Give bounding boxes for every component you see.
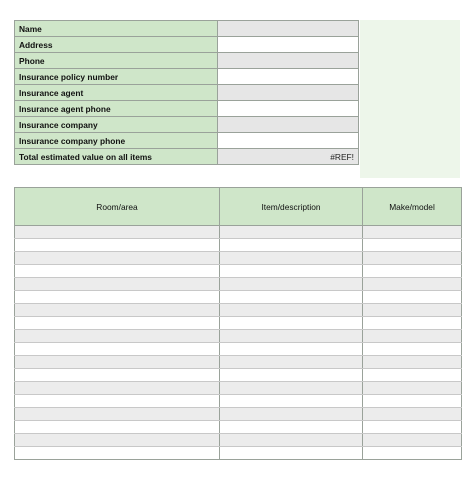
inventory-header-row [15,188,462,226]
info-value-cell[interactable] [218,21,359,37]
make-model-cell[interactable] [363,434,462,447]
room-cell[interactable] [15,239,220,252]
info-row-policy-number [15,69,359,85]
room-cell[interactable] [15,343,220,356]
info-row-phone [15,53,359,69]
table-row [15,343,462,356]
make-model-cell[interactable] [363,330,462,343]
info-row-agent [15,85,359,101]
info-label: Insurance policy number [15,69,218,85]
item-cell[interactable] [220,395,363,408]
room-cell[interactable] [15,408,220,421]
room-cell[interactable] [15,265,220,278]
item-cell[interactable] [220,317,363,330]
info-label: Insurance company [15,117,218,133]
item-cell[interactable] [220,369,363,382]
info-value-cell[interactable] [218,133,359,149]
item-cell[interactable] [220,304,363,317]
item-cell[interactable] [220,291,363,304]
room-cell[interactable] [15,434,220,447]
side-panel [360,20,460,178]
table-row [15,304,462,317]
info-label: Address [15,37,218,53]
item-cell[interactable] [220,343,363,356]
item-cell[interactable] [220,447,363,460]
info-value-cell[interactable] [218,101,359,117]
table-row [15,265,462,278]
info-row-total-value [15,149,359,165]
column-header-item[interactable]: Item/description [220,188,363,226]
table-row [15,356,462,369]
room-cell[interactable] [15,317,220,330]
table-row [15,317,462,330]
item-cell[interactable] [220,330,363,343]
item-cell[interactable] [220,356,363,369]
info-value-cell[interactable] [218,37,359,53]
make-model-cell[interactable] [363,265,462,278]
make-model-cell[interactable] [363,252,462,265]
info-label: Insurance company phone [15,133,218,149]
make-model-cell[interactable] [363,343,462,356]
info-value-cell[interactable] [218,85,359,101]
table-row [15,330,462,343]
info-row-company [15,117,359,133]
make-model-cell[interactable] [363,291,462,304]
table-row [15,226,462,239]
table-row [15,434,462,447]
room-cell[interactable] [15,226,220,239]
make-model-cell[interactable] [363,356,462,369]
column-header-room[interactable]: Room/area [15,188,220,226]
make-model-cell[interactable] [363,421,462,434]
table-row [15,408,462,421]
info-label: Total estimated value on all items [15,149,218,165]
item-cell[interactable] [220,434,363,447]
info-row-agent-phone [15,101,359,117]
total-value-cell[interactable]: #REF! [218,149,359,165]
make-model-cell[interactable] [363,382,462,395]
item-cell[interactable] [220,382,363,395]
table-row [15,252,462,265]
make-model-cell[interactable] [363,408,462,421]
owner-info-table [14,20,359,165]
make-model-cell[interactable] [363,317,462,330]
make-model-cell[interactable] [363,447,462,460]
item-cell[interactable] [220,239,363,252]
room-cell[interactable] [15,330,220,343]
make-model-cell[interactable] [363,369,462,382]
column-header-make-model[interactable]: Make/model [363,188,462,226]
info-value-cell[interactable] [218,117,359,133]
make-model-cell[interactable] [363,239,462,252]
room-cell[interactable] [15,421,220,434]
room-cell[interactable] [15,369,220,382]
room-cell[interactable] [15,382,220,395]
info-value-cell[interactable] [218,53,359,69]
table-row [15,447,462,460]
info-label: Phone [15,53,218,69]
item-cell[interactable] [220,252,363,265]
info-label: Insurance agent phone [15,101,218,117]
item-cell[interactable] [220,265,363,278]
item-cell[interactable] [220,408,363,421]
room-cell[interactable] [15,447,220,460]
table-row [15,369,462,382]
info-row-company-phone [15,133,359,149]
make-model-cell[interactable] [363,278,462,291]
table-row [15,382,462,395]
make-model-cell[interactable] [363,304,462,317]
make-model-cell[interactable] [363,226,462,239]
make-model-cell[interactable] [363,395,462,408]
info-row-name [15,21,359,37]
room-cell[interactable] [15,304,220,317]
info-label: Name [15,21,218,37]
room-cell[interactable] [15,356,220,369]
item-cell[interactable] [220,278,363,291]
item-cell[interactable] [220,421,363,434]
table-row [15,291,462,304]
table-row [15,395,462,408]
info-row-address [15,37,359,53]
room-cell[interactable] [15,395,220,408]
table-row [15,421,462,434]
inventory-body [15,226,462,460]
info-label: Insurance agent [15,85,218,101]
room-cell[interactable] [15,252,220,265]
inventory-table [14,187,462,460]
item-cell[interactable] [220,226,363,239]
room-cell[interactable] [15,278,220,291]
table-row [15,278,462,291]
info-value-cell[interactable] [218,69,359,85]
table-row [15,239,462,252]
room-cell[interactable] [15,291,220,304]
